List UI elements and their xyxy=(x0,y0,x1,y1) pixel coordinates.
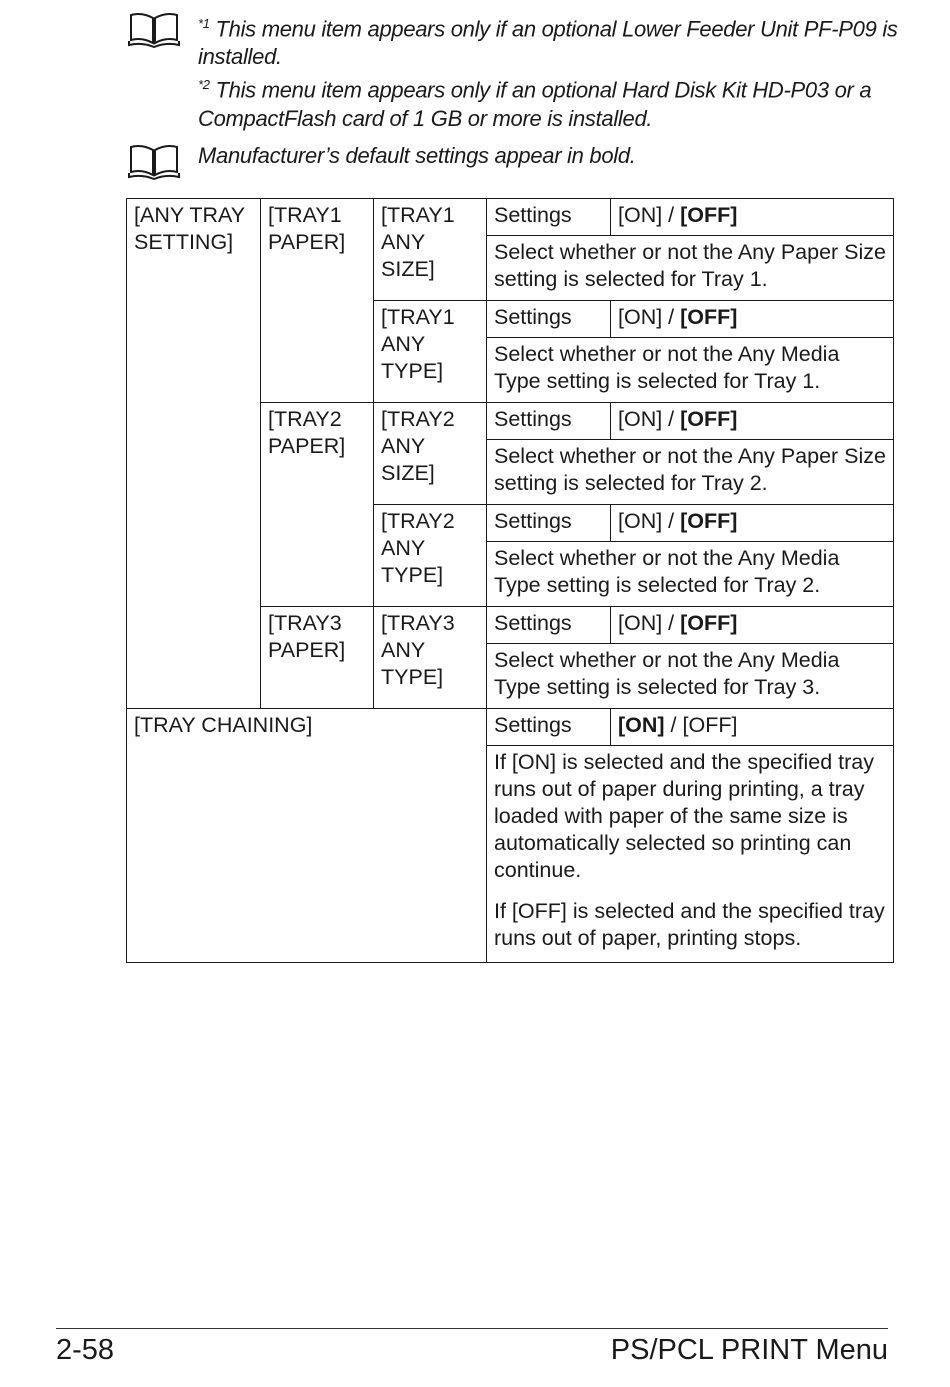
settings-label: Settings xyxy=(487,607,611,644)
page-number: 2-58 xyxy=(56,1334,115,1366)
settings-label: Settings xyxy=(487,301,611,338)
menu-tray2-any-size: [TRAY2 ANY SIZE] xyxy=(374,403,487,505)
footnote-2 xyxy=(198,71,918,132)
menu-tray-chaining: [TRAY CHAINING] xyxy=(127,709,487,963)
settings-values xyxy=(611,607,894,644)
option-on: [ON] xyxy=(618,509,663,533)
description xyxy=(487,746,894,963)
footnote-1-text: This menu item appears only if an optional Lower Feeder Unit PF-P09 is installed. xyxy=(198,16,898,70)
settings-label: Settings xyxy=(487,505,611,542)
open-book-note-icon xyxy=(128,142,180,180)
option-on: [ON] xyxy=(618,305,663,329)
option-separator: / xyxy=(662,509,681,533)
description: Select whether or not the Any Paper Size setting is selected for Tray 1. xyxy=(487,236,894,301)
note-default-settings xyxy=(128,142,918,187)
description-off: If [OFF] is selected and the specified tray runs out of paper, printing stops. xyxy=(494,899,885,950)
option-separator: / xyxy=(664,713,683,737)
description: Select whether or not the Any Media Type setting is selected for Tray 1. xyxy=(487,338,894,403)
option-separator: / xyxy=(662,305,681,329)
settings-label: Settings xyxy=(487,403,611,440)
menu-tray2-paper: [TRAY2 PAPER] xyxy=(261,403,374,607)
open-book-note-icon xyxy=(128,10,180,48)
option-on: [ON] xyxy=(618,611,663,635)
menu-any-tray-setting: [ANY TRAY SETTING] xyxy=(127,199,261,709)
table-row xyxy=(127,709,894,746)
option-separator: / xyxy=(662,611,681,635)
menu-tray3-paper: [TRAY3 PAPER] xyxy=(261,607,374,709)
option-on: [ON] xyxy=(618,203,663,227)
menu-tray1-any-size: [TRAY1 ANY SIZE] xyxy=(374,199,487,301)
settings-values xyxy=(611,301,894,338)
settings-label: Settings xyxy=(487,199,611,236)
settings-values xyxy=(611,505,894,542)
option-off-default: [OFF] xyxy=(680,305,738,329)
menu-tray2-any-type: [TRAY2 ANY TYPE] xyxy=(374,505,487,607)
description: Select whether or not the Any Media Type setting is selected for Tray 2. xyxy=(487,542,894,607)
footer-divider xyxy=(56,1328,888,1329)
description: Select whether or not the Any Paper Size setting is selected for Tray 2. xyxy=(487,440,894,505)
settings-values xyxy=(611,403,894,440)
option-off: [OFF] xyxy=(682,713,738,737)
description: Select whether or not the Any Media Type setting is selected for Tray 3. xyxy=(487,644,894,709)
option-off-default: [OFF] xyxy=(680,509,738,533)
menu-tray1-any-type: [TRAY1 ANY TYPE] xyxy=(374,301,487,403)
section-title: PS/PCL PRINT Menu xyxy=(610,1334,888,1366)
footnote-1 xyxy=(198,10,918,71)
settings-values xyxy=(611,709,894,746)
option-on-default: [ON] xyxy=(618,713,665,737)
footnote-mark-2: *2 xyxy=(198,77,210,93)
menu-settings-table xyxy=(126,198,894,963)
option-off-default: [OFF] xyxy=(680,203,738,227)
menu-tray3-any-type: [TRAY3 ANY TYPE] xyxy=(374,607,487,709)
footnote-mark-1: *1 xyxy=(198,16,210,31)
footnote-2-text: This menu item appears only if an optional Hard Disk Kit HD-P03 or a CompactFlash card of 1 GB or more is installed. xyxy=(198,77,872,131)
table-row xyxy=(127,199,894,236)
option-off-default: [OFF] xyxy=(680,407,738,431)
option-off-default: [OFF] xyxy=(680,611,738,635)
option-separator: / xyxy=(662,407,681,431)
menu-tray1-paper: [TRAY1 PAPER] xyxy=(261,199,374,403)
note-footnotes xyxy=(128,10,918,135)
option-on: [ON] xyxy=(618,407,663,431)
settings-values xyxy=(611,199,894,236)
settings-label: Settings xyxy=(487,709,611,746)
default-settings-note: Manufacturer’s default settings appear in bold. xyxy=(198,143,636,168)
option-separator: / xyxy=(662,203,681,227)
description-on: If [ON] is selected and the specified tray runs out of paper during printing, a tray loaded with paper of the same size is automatically selected so printing can continue. xyxy=(494,750,875,882)
